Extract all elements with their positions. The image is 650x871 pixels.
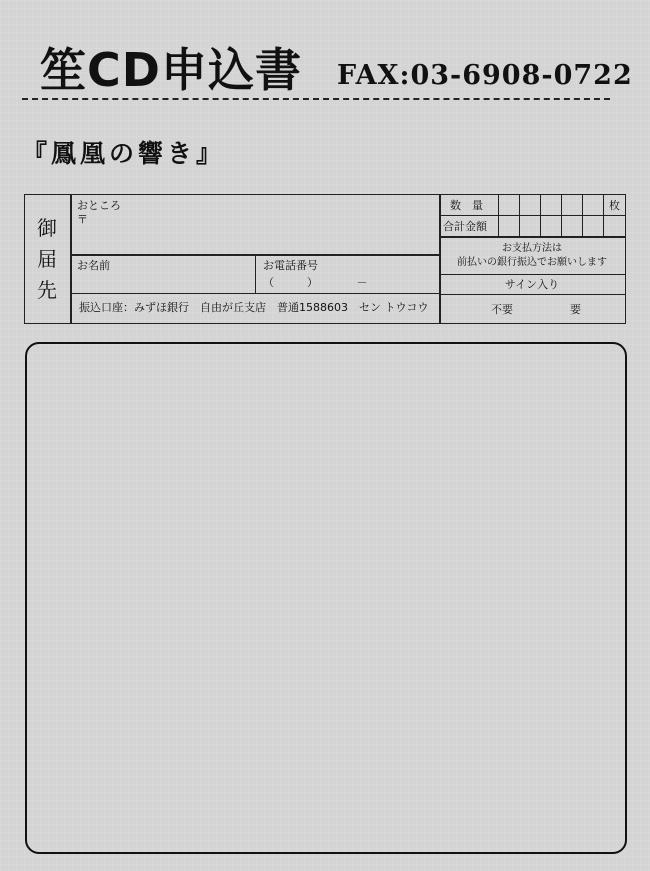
recipient-char: 先 (37, 277, 57, 302)
fax-number: FAX:03-6908-0722 (337, 60, 633, 91)
signature-label: サイン入り (504, 278, 560, 291)
address-label: おところ (77, 199, 121, 212)
form-title: 笙CD申込書 (40, 43, 302, 97)
album-title: 『鳳凰の響き』 (22, 139, 226, 168)
phone-format: （ ） － (263, 276, 368, 289)
divider (255, 254, 256, 293)
divider (439, 294, 625, 295)
quantity-label: 数 量 (450, 199, 483, 212)
message-area[interactable] (25, 342, 627, 854)
divider (70, 293, 439, 294)
bank-account: 振込口座：みずほ銀行 自由が丘支店 普通1588603 セン トウコウ (79, 301, 429, 314)
postal-mark: 〒 (77, 213, 88, 226)
phone-label: お電話番号 (263, 259, 318, 272)
divider (70, 195, 72, 323)
divider (561, 195, 562, 236)
divider (439, 215, 625, 216)
signature-option-no: 不要 (491, 303, 513, 316)
divider (439, 236, 625, 238)
payment-note-line2: 前払いの銀行振込でお願いします (457, 257, 607, 268)
divider (603, 195, 604, 236)
name-label: お名前 (77, 259, 110, 272)
divider (540, 195, 541, 236)
recipient-char: 届 (37, 246, 57, 271)
total-amount-label: 合計金額 (443, 220, 487, 233)
divider (439, 274, 625, 275)
payment-note-line1: お支払方法は (502, 243, 562, 254)
recipient-label (24, 194, 70, 324)
divider (498, 195, 499, 236)
header-divider (22, 98, 610, 100)
divider (582, 195, 583, 236)
quantity-unit: 枚 (609, 199, 620, 212)
divider (519, 195, 520, 236)
signature-option-yes: 要 (570, 303, 581, 316)
recipient-char: 御 (37, 215, 57, 240)
order-form-table (24, 194, 626, 324)
